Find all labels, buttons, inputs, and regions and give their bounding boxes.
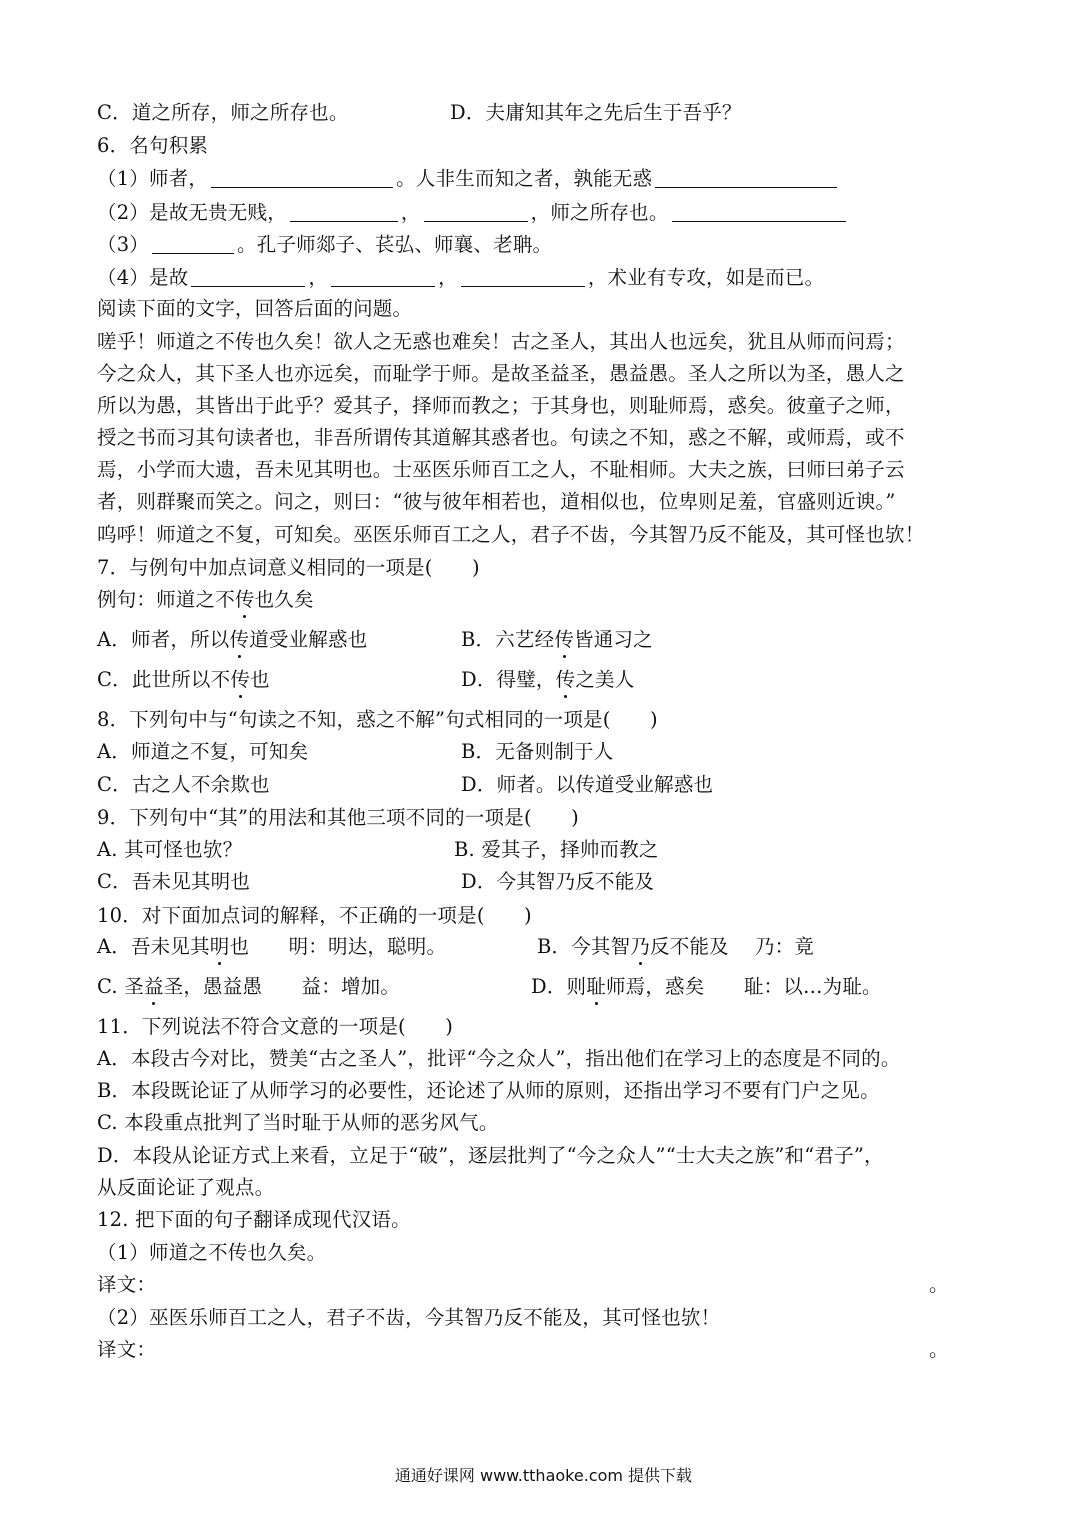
q8-option-a: A．师道之不复，可知矣 [97,740,309,763]
q11-option-a: A．本段古今对比，赞美“古之圣人”，批评“今之众人”，指出他们在学习上的态度是不同的。 [97,1047,901,1070]
q7-option-b: B．六艺经传皆通习之 [461,628,653,651]
passage-line: 嗟乎！师道之不传也久矣！欲人之无惑也难矣！古之圣人，其出人也远矣，犹且从师而问焉； [97,330,905,353]
q7-option-a: A．师者，所以传道受业解惑也 [97,628,368,651]
fill-blank[interactable] [331,266,435,287]
passage-line: 今之众人，其下圣人也亦远矣，而耻学于师。是故圣益圣，愚益愚。圣人之所以为圣，愚人之 [97,362,905,385]
fill-blank[interactable] [672,201,846,222]
q12-title: 12. 把下面的句子翻译成现代汉语。 [97,1208,411,1231]
fill-blank[interactable] [211,167,393,188]
q8-title: 8．下列句中与“句读之不知，惑之不解”句式相同的一项是( ) [97,708,658,731]
q9-option-b: B. 爱其子，择帅而教之 [454,838,659,861]
q12-translation-1[interactable]: 译文： [97,1273,157,1296]
q11-option-d-cont: 从反面论证了观点。 [97,1176,275,1199]
q7-example: 例句：师道之不传也久矣 [97,588,314,611]
q5-option-d: D．夫庸知其年之先后生于吾乎？ [450,101,742,124]
q11-title: 11．下列说法不符合文意的一项是( ) [97,1015,454,1038]
q6-line-2: （2）是故无贵无贱， ， ，师之所存也。 [97,200,849,226]
passage-line: 所以为愚，其皆出于此乎？爱其子，择师而教之；于其身也，则耻师焉，惑矣。彼童子之师， [97,394,905,417]
q9-option-a: A. 其可怪也欤？ [97,838,243,861]
fill-blank[interactable] [152,233,234,254]
q10-option-d: D．则耻师焉，惑矣 耻：以…为耻。 [531,975,882,998]
q9-title: 9．下列句中“其”的用法和其他三项不同的一项是( ) [97,806,579,829]
q9-option-d: D．今其智乃反不能及 [461,870,655,893]
q8-option-d: D．师者。以传道受业解惑也 [461,773,714,796]
q7-option-c: C．此世所以不传也 [97,668,270,691]
q6-line-4: （4）是故 ， ， ，术业有专攻，如是而已。 [97,266,825,289]
fill-blank[interactable] [424,201,528,222]
q10-option-c: C. 圣益圣，愚益愚 益：增加。 [97,975,401,998]
fill-blank[interactable] [290,201,398,222]
q6-line-3: （3） 。孔子师郯子、苌弘、师襄、老聃。 [97,233,553,256]
q10-option-a: A．吾未见其明也 明：明达，聪明。 [97,935,447,958]
q11-option-c: C. 本段重点批判了当时耻于从师的恶劣风气。 [97,1111,499,1134]
q6-line-1: （1）师者， 。人非生而知之者，孰能无惑 [97,166,840,192]
q12-end-mark: 。 [929,1338,949,1361]
q7-option-d: D．得璧，传之美人 [461,668,635,691]
reading-intro: 阅读下面的文字，回答后面的问题。 [97,297,413,320]
passage-line: 者，则群聚而笑之。问之，则曰：“彼与彼年相若也，道相似也，位卑则足羞，官盛则近谀。” [97,490,896,513]
fill-blank[interactable] [461,266,585,287]
q8-option-c: C．古之人不余欺也 [97,773,270,796]
q11-option-b: B．本段既论证了从师学习的必要性，还论述了从师的原则，还指出学习不要有门户之见。 [97,1079,880,1102]
q5-option-c: C．道之所存，师之所存也。 [97,101,349,124]
q9-option-c: C．吾未见其明也 [97,870,251,893]
passage-line: 焉，小学而大遗，吾未见其明也。士巫医乐师百工之人，不耻相师。大夫之族，曰师曰弟子云 [97,458,905,481]
q12-sentence-2: （2）巫医乐师百工之人，君子不齿，今其智乃反不能及，其可怪也欤！ [97,1306,721,1329]
passage-line: 呜呼！师道之不复，可知矣。巫医乐师百工之人，君子不齿，今其智乃反不能及，其可怪也欤！ [97,523,925,546]
page-footer: 通通好课网 www.tthaoke.com 提供下载 [394,1466,693,1485]
q12-translation-2[interactable]: 译文： [97,1338,157,1361]
fill-blank[interactable] [655,167,837,188]
q7-title: 7．与例句中加点词意义相同的一项是( ) [97,556,480,579]
q8-option-b: B．无备则制于人 [461,740,614,763]
q11-option-d: D．本段从论证方式上来看，立足于“破”，逐层批判了“今之众人”“士大夫之族”和“君子”， [97,1144,884,1167]
q12-sentence-1: （1）师道之不传也久矣。 [97,1241,327,1264]
passage-line: 授之书而习其句读者也，非吾所谓传其道解其惑者也。句读之不知，惑之不解，或师焉，或不 [97,426,905,449]
q10-title: 10．对下面加点词的解释，不正确的一项是( ) [97,904,532,927]
q10-option-b: B．今其智乃反不能及 乃：竟 [537,935,815,958]
q6-title: 6．名句积累 [97,134,209,157]
fill-blank[interactable] [191,266,305,287]
q12-end-mark: 。 [929,1273,949,1296]
